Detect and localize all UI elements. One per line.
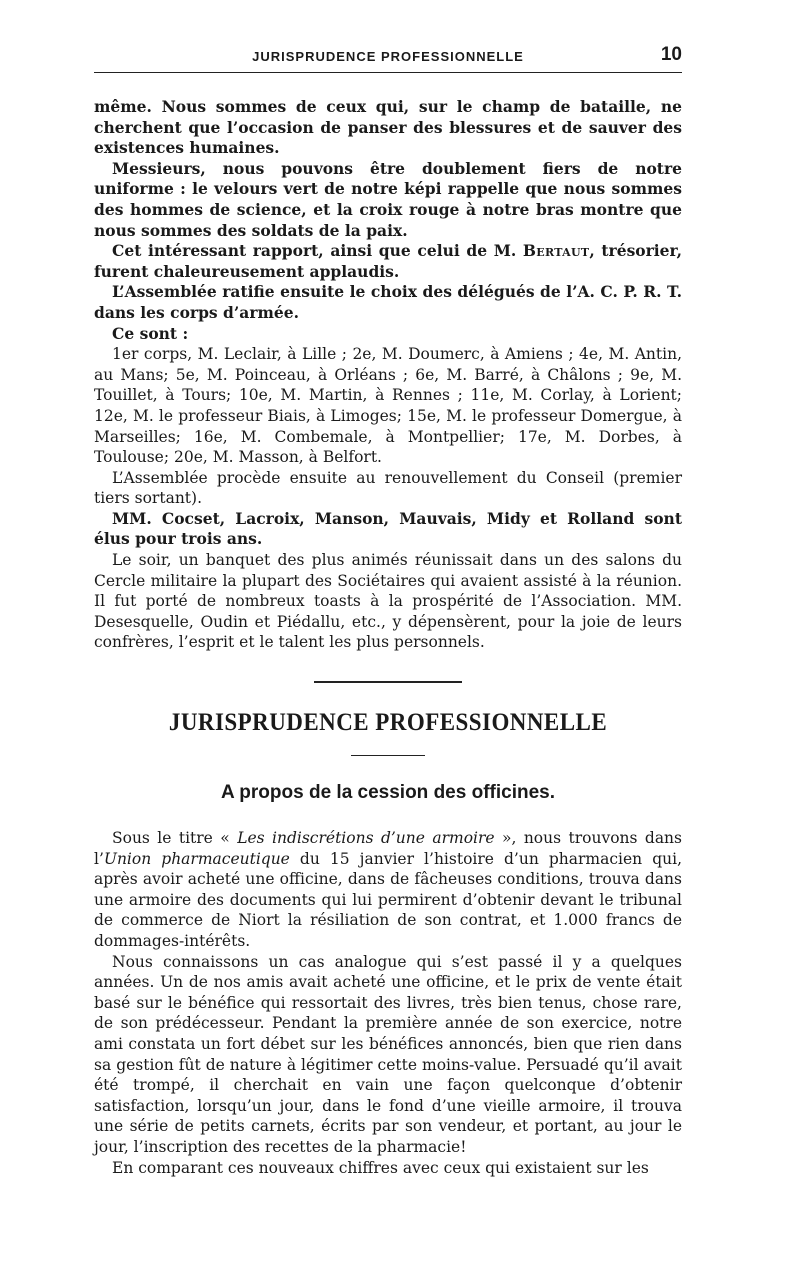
- intro-text-a: Sous le titre «: [112, 829, 238, 848]
- assembly-report-section: [94, 97, 682, 344]
- paragraph-union-pharmaceutique: [94, 828, 682, 952]
- paragraph-elected-members: MM. Cocset, Lacroix, Manson, Mauvais, Midy et Rolland sont élus pour trois ans.: [94, 508, 682, 549]
- page-body: [94, 97, 682, 1178]
- paragraph-council-renewal: L’Assemblée procède ensuite au renouvellement du Conseil (premier tiers sortant).: [94, 468, 682, 508]
- page-header: [94, 44, 682, 73]
- intro-text-c: du 15 janvier l’histoire d’un pharmacien qui, après avoir acheté une officine, dans de fâcheuses conditions, trouva dans une armoire des documents qui lui permirent d’obtenir devant le tribunal de commerce de Niort la résiliation de son contrat, et 1.000 francs de dommages-intérêts.: [94, 849, 683, 950]
- intro-text-b: », nous trouvons dans l’: [94, 829, 682, 868]
- report-text-a: Cet intéressant rapport, ainsi que celui de M.: [112, 241, 523, 261]
- title-underline: [351, 755, 425, 756]
- report-text-b: , trésorier, furent chaleureusement applaudis.: [94, 241, 682, 281]
- article-title-italic: Les indiscrétions d’une armoire: [237, 829, 495, 848]
- paragraph-banquet: Le soir, un banquet des plus animés réunissait dans un des salons du Cercle militaire la plupart des Sociétaires qui avaient assisté à la réunion. Il fut porté de nombreux toasts à la prospérité de l’Association. MM. Desesquelle, Oudin et Piédallu, etc., y dépensèrent, pour la joie de leurs confrères, l’esprit et le talent les plus personnels.: [94, 551, 682, 652]
- paragraph-report-applause: [94, 241, 682, 282]
- paragraph-continuation: même. Nous sommes de ceux qui, sur le champ de bataille, ne cherchent que l’occasion de panser des blessures et de sauver des existences humaines.: [94, 97, 682, 158]
- article-subtitle: A propos de la cession des officines.: [221, 782, 555, 804]
- paragraph-uniform: Messieurs, nous pouvons être doublement fiers de notre uniforme : le velours vert de notre képi rappelle que nous sommes des hommes de science, et la croix rouge à notre bras montre que nous sommes des soldats de la paix.: [94, 158, 682, 240]
- paragraph-analogous-case: Nous connaissons un cas analogue qui s’est passé il y a quelques années. Un de nos amis avait acheté une officine, et le prix de vente était basé sur le bénéfice qui ressortait des livres, très bien tenus, chose rare, de son prédécesseur. Pendant la première année de son exercice, notre ami constata un fort débet sur les bénéfices annoncés, bien que rien dans sa gestion fût de nature à légitimer cette moins-value. Persuadé qu’il avait été trompé, il cherchait en vain une façon quelconque d’obtenir satisfaction, lorsqu’un jour, dans le fond d’une vieille armoire, il trouva une série de petits carnets, écrits par son vendeur, et portant, au jour le jour, l’inscription des recettes de la pharmacie!: [94, 952, 682, 1156]
- journal-name: Union pharmaceutique: [103, 849, 290, 868]
- paragraph-ce-sont: Ce sont :: [112, 323, 189, 343]
- section-divider: [314, 681, 462, 683]
- paragraph-delegate-list: 1er corps, M. Leclair, à Lille ; 2e, M. Doumerc, à Amiens ; 4e, M. Antin, au Mans; 5e, M. Poinceau, à Orléans ; 6e, M. Barré, à Châlons ; 9e, M. Touillet, à Tours; 10e, M. Martin, à Rennes ; 11e, M. Corlay, à Lorient; 12e, M. le professeur Biais, à Limoges; 15e, M. le professeur Domergue, à Marseilles; 16e, M. Combemale, à Montpellier; 17e, M. Dorbes, à Toulouse; 20e, M. Masson, à Belfort.: [94, 345, 682, 467]
- running-title: JURISPRUDENCE PROFESSIONNELLE: [252, 49, 524, 64]
- section-title: JURISPRUDENCE PROFESSIONNELLE: [168, 709, 608, 737]
- page-number: 10: [660, 44, 682, 65]
- treasurer-name: Bertaut: [522, 241, 590, 261]
- paragraph-comparison: En comparant ces nouveaux chiffres avec ceux qui existaient sur les: [112, 1158, 649, 1177]
- paragraph-delegates: L’Assemblée ratifie ensuite le choix des délégués de l’A. C. P. R. T. dans les corps d’armée.: [94, 282, 682, 322]
